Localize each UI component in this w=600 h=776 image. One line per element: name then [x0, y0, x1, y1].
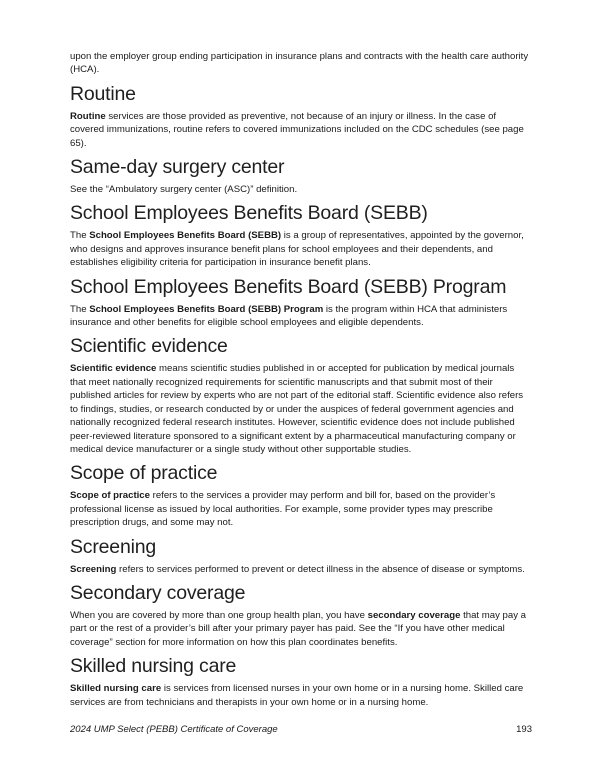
heading-skilled-nursing-care: Skilled nursing care	[70, 655, 237, 678]
definition-text: is the program within HCA that administers insurance and other benefits for eligible school employees and eligible dependents.	[70, 303, 508, 329]
heading-sebb: School Employees Benefits Board (SEBB)	[70, 202, 428, 225]
definition-sebb	[70, 229, 532, 269]
definition-secondary-coverage	[70, 609, 532, 649]
page-number: 193	[516, 724, 532, 735]
heading-secondary-coverage: Secondary coverage	[70, 581, 246, 604]
intro-paragraph: upon the employer group ending participation in insurance plans and contracts with the health care authority (HCA).	[70, 51, 529, 76]
term-bold: Routine	[70, 110, 106, 122]
definition-text: that may pay a part or the rest of a provider’s bill after your primary payer has paid. See the “If you have other medical coverage” section for more information on how this plan coordinates benefits.	[70, 609, 526, 648]
definition-skilled-nursing-care	[70, 682, 532, 709]
definition-scientific-evidence	[70, 362, 532, 456]
footer-document-title: 2024 UMP Select (PEBB) Certificate of Coverage	[70, 724, 278, 735]
term-bold: Screening	[70, 563, 117, 575]
term-bold: School Employees Benefits Board (SEBB) Program	[89, 303, 324, 315]
definition-text: refers to the services a provider may perform and bill for, based on the provider’s professional license as issued by local authorities. For example, some provider types may prescribe prescription drugs, and some may not.	[70, 490, 496, 529]
term-bold: Skilled nursing care	[70, 683, 162, 695]
definition-text: See the “Ambulatory surgery center (ASC)” definition.	[70, 184, 298, 196]
definition-sebb-program	[70, 303, 532, 330]
definition-scope-of-practice	[70, 489, 532, 529]
definition-routine	[70, 110, 532, 150]
definition-same-day-surgery-center	[70, 183, 532, 196]
definition-text: is services from licensed nurses in your own home or in a nursing home. Skilled care services are from technicians and therapists in your own home or in a nursing home.	[70, 683, 524, 708]
definition-text: refers to services performed to prevent or detect illness in the absence of disease or symptoms.	[116, 563, 525, 575]
heading-scope-of-practice: Scope of practice	[70, 462, 218, 485]
definition-prefix: When you are covered by more than one group health plan, you have	[70, 609, 368, 621]
definition-text: means scientific studies published in or accepted for publication by medical journals that meet nationally recognized requirements for scientific manuscripts and that submit most of their published articles for review by experts who are not part of the editorial staff. Scientific evidence also refers to findings, studies, or research conducted by or under the auspices of federal government agencies and nationally recognized federal research institutes. However, scientific evidence does not include published peer-reviewed literature sponsored to a significant extent by a pharmaceutical manufacturing company or medical device manufacturer or a single study without other supportable studies.	[70, 363, 524, 455]
heading-sebb-program: School Employees Benefits Board (SEBB) Program	[70, 275, 507, 298]
document-body	[70, 50, 532, 715]
term-bold: School Employees Benefits Board (SEBB)	[89, 230, 282, 242]
heading-routine: Routine	[70, 82, 136, 105]
term-bold: secondary coverage	[367, 609, 461, 621]
term-bold: Scientific evidence	[70, 363, 157, 375]
definition-text: services are those provided as preventive, not because of an injury or illness. In the case of covered immunizations, routine refers to covered immunizations included on the CDC schedules (see page 65).	[70, 110, 524, 149]
heading-screening: Screening	[70, 535, 157, 558]
heading-same-day-surgery-center: Same-day surgery center	[70, 156, 285, 179]
heading-scientific-evidence: Scientific evidence	[70, 335, 228, 358]
page-footer	[70, 724, 532, 735]
definition-text: is a group of representatives, appointed by the governor, who designs and approves insurance benefit plans for school employees and their dependents, and establishes eligibility criteria for participation in insurance benefit plans.	[70, 230, 524, 269]
definition-prefix: The	[70, 303, 90, 315]
term-bold: Scope of practice	[70, 490, 150, 502]
definition-prefix: The	[70, 230, 90, 242]
definition-screening	[70, 563, 532, 576]
